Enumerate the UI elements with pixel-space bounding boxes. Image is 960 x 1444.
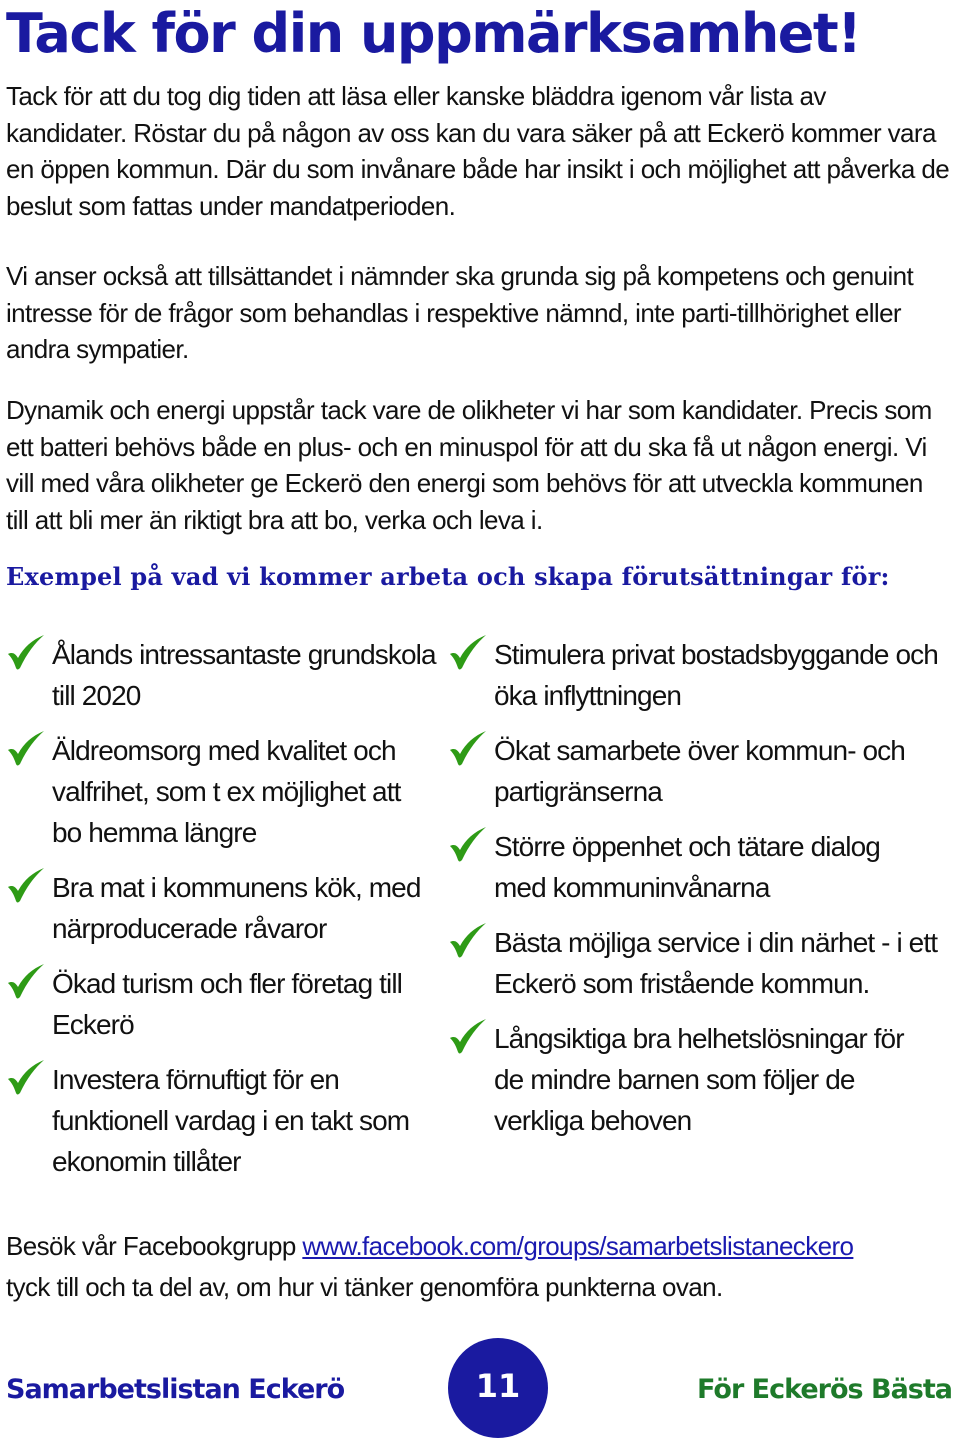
facebook-invitation	[6, 1226, 951, 1308]
checklist-item-text: Bästa möjliga service i din närhet - i ett Eckerö som fristående kommun.	[494, 927, 938, 999]
checklist-item	[448, 922, 938, 1004]
checkmark-icon	[6, 634, 46, 672]
footer-brand-left: Samarbetslistan Eckerö	[6, 1374, 345, 1405]
checklist-item-text: Stimulera privat bostadsbyggande och öka inflyttningen	[494, 639, 938, 711]
facebook-suffix: tyck till och ta del av, om hur vi tänker genomföra punkterna ovan.	[6, 1272, 723, 1302]
checklist-item-text: Långsiktiga bra helhetslösningar för de mindre barnen som följer de verkliga behoven	[494, 1023, 904, 1136]
checkmark-icon	[448, 730, 488, 768]
checkmark-icon	[6, 1059, 46, 1097]
checklist-item-text: Äldreomsorg med kvalitet och valfrihet, som t ex möjlighet att bo hemma längre	[52, 735, 401, 848]
checkmark-icon	[448, 922, 488, 960]
page-title: Tack för din uppmärksamhet!	[6, 2, 861, 65]
checkmark-icon	[6, 963, 46, 1001]
checkmark-icon	[448, 634, 488, 672]
footer-brand-right: För Eckerös Bästa	[697, 1374, 952, 1405]
intro-paragraph: Tack för att du tog dig tiden att läsa eller kanske bläddra igenom vår lista av kandidater. Röstar du på någon av oss kan du vara säker på att Eckerö kommer vara en öppen kommun. Där du som invånare både har insikt i och möjlighet att påverka de beslut som fattas under mandatperioden.	[6, 81, 950, 221]
checklist-right-column	[448, 634, 938, 1155]
facebook-prefix: Besök vår Facebookgrupp	[6, 1231, 303, 1261]
checkmark-icon	[6, 730, 46, 768]
checklist-item	[6, 963, 436, 1045]
checklist-item-text: Bra mat i kommunens kök, med närproducerade råvaror	[52, 872, 421, 944]
checkmark-icon	[448, 1018, 488, 1056]
committees-paragraph: Vi anser också att tillsättandet i nämnder ska grunda sig på kompetens och genuint intresse för de frågor som behandlas i respektive nämnd, inte parti-tillhörighet eller andra sympatier.	[6, 261, 914, 364]
checklist-item-text: Större öppenhet och tätare dialog med kommuninvånarna	[494, 831, 880, 903]
checkmark-icon	[6, 867, 46, 905]
checklist-item-text: Investera förnuftigt för en funktionell vardag i en takt som ekonomin tillåter	[52, 1064, 410, 1177]
checklist-item-text: Ökat samarbete över kommun- och partigränserna	[494, 735, 905, 807]
checklist-item	[448, 634, 938, 716]
checklist-item	[448, 826, 938, 908]
checklist-item	[448, 1018, 938, 1141]
checklist-item	[6, 867, 436, 949]
checkmark-icon	[448, 826, 488, 864]
dynamics-paragraph: Dynamik och energi uppstår tack vare de olikheter vi har som kandidater. Precis som ett batteri behövs både en plus- och en minuspol för att du ska få ut någon energi. Vi vill med våra olikheter ge Eckerö den energi som behövs för att utveckla kommunen till att bli mer än riktigt bra att bo, verka och leva i.	[6, 395, 932, 535]
checklist-item-text: Ökad turism och fler företag till Eckerö	[52, 968, 402, 1040]
page-number-badge: 11	[448, 1338, 548, 1438]
checklist-item	[448, 730, 938, 812]
checklist-item	[6, 730, 436, 853]
checklist-item	[6, 634, 436, 716]
checklist-item	[6, 1059, 436, 1182]
facebook-group-link[interactable]: www.facebook.com/groups/samarbetslistaneckero	[302, 1231, 854, 1261]
section-heading: Exempel på vad vi kommer arbeta och skapa förutsättningar för:	[6, 562, 890, 591]
checklist-left-column	[6, 634, 436, 1196]
checklist-item-text: Ålands intressantaste grundskola till 2020	[52, 639, 436, 711]
